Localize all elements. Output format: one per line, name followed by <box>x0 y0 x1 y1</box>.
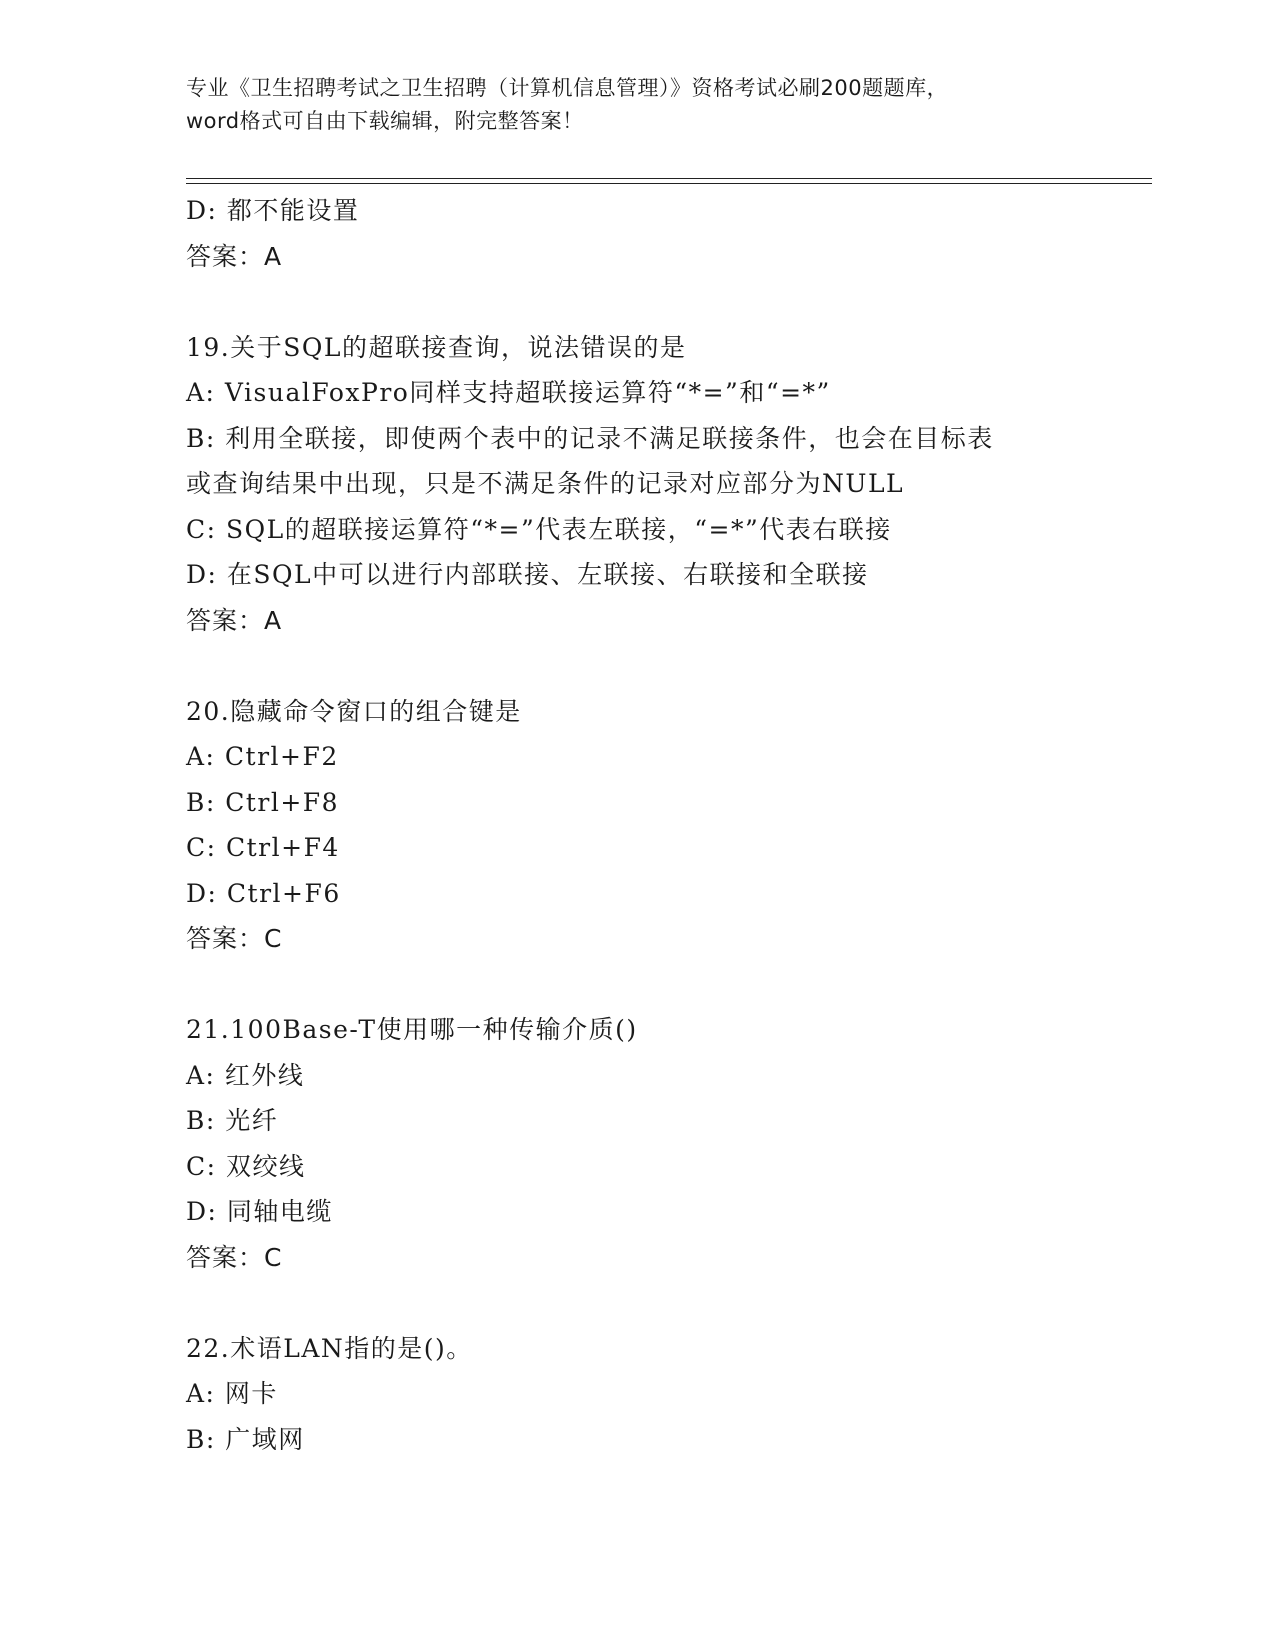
answer: 答案：C <box>186 924 283 953</box>
option-d: D: 同轴电缆 <box>186 1197 333 1226</box>
answer: 答案：A <box>186 241 283 271</box>
header-divider-top <box>186 178 1152 179</box>
question-20 <box>186 689 1186 962</box>
question-22 <box>186 1326 1186 1463</box>
question-stem: 22.术语LAN指的是()。 <box>186 1333 473 1363</box>
option-d: D: 都不能设置 <box>186 196 360 225</box>
question-stem: 19.关于SQL的超联接查询，说法错误的是 <box>186 332 687 362</box>
option-a: A: Ctrl+F2 <box>186 742 339 771</box>
header-divider-bottom <box>186 183 1152 184</box>
spacer <box>186 1280 1186 1326</box>
option-c: C: SQL的超联接运算符“*=”代表左联接，“=*”代表右联接 <box>186 514 892 544</box>
question-stem: 20.隐藏命令窗口的组合键是 <box>186 696 522 726</box>
option-b-line-2: 或查询结果中出现，只是不满足条件的记录对应部分为NULL <box>186 469 905 498</box>
option-c: C: 双绞线 <box>186 1151 306 1181</box>
spacer <box>186 962 1186 1008</box>
spacer <box>186 279 1186 325</box>
option-a: A: VisualFoxPro同样支持超联接运算符“*=”和“=*” <box>186 378 831 407</box>
option-a: A: 网卡 <box>186 1379 278 1408</box>
option-b: B: 广域网 <box>186 1424 305 1454</box>
question-stem: 21.100Base-T使用哪一种传输介质() <box>186 1015 638 1044</box>
option-b-line-1: B: 利用全联接，即使两个表中的记录不满足联接条件，也会在目标表 <box>186 423 994 453</box>
header-title-line-1: 专业《卫生招聘考试之卫生招聘（计算机信息管理）》资格考试必刷200题题库， <box>186 76 949 100</box>
question-19 <box>186 325 1186 644</box>
option-b: B: Ctrl+F8 <box>186 787 340 817</box>
question-21 <box>186 1007 1186 1280</box>
option-d: D: 在SQL中可以进行内部联接、左联接、右联接和全联接 <box>186 560 869 589</box>
option-a: A: 红外线 <box>186 1060 305 1090</box>
question-list <box>186 188 1186 1462</box>
option-b: B: 光纤 <box>186 1106 279 1135</box>
header-title-line-2: word格式可自由下载编辑，附完整答案！ <box>186 109 584 133</box>
answer: 答案：A <box>186 605 283 635</box>
option-d: D: Ctrl+F6 <box>186 878 341 908</box>
answer: 答案：C <box>186 1242 283 1272</box>
document-header <box>186 72 1086 138</box>
spacer <box>186 643 1186 689</box>
question-18-tail <box>186 188 1186 279</box>
option-c: C: Ctrl+F4 <box>186 833 340 862</box>
